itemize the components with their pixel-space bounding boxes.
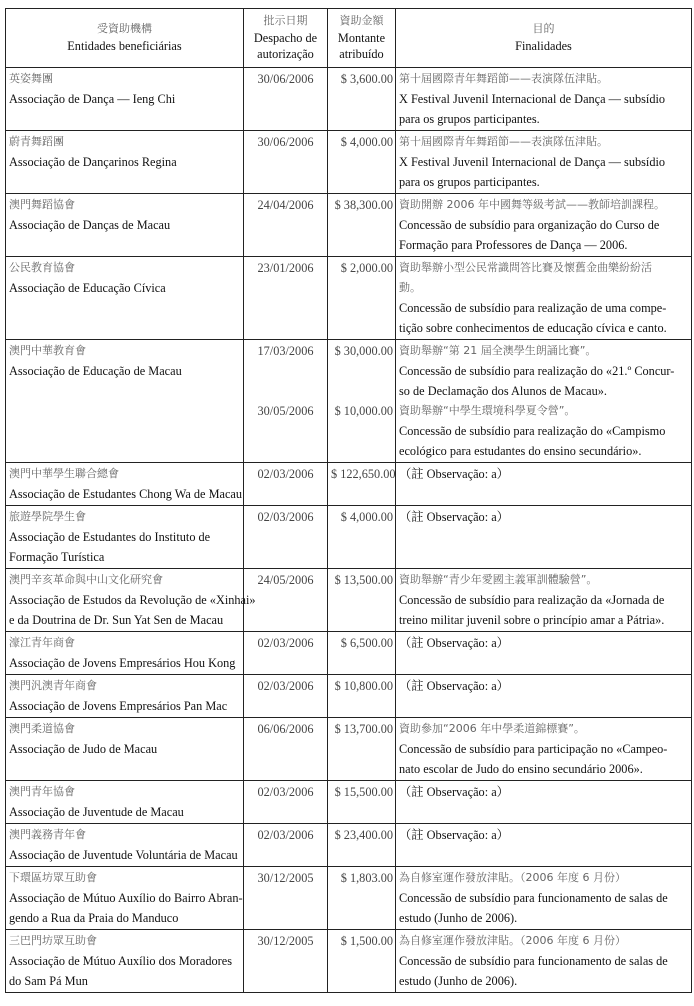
- entity-name-zh: 濠江青年商會: [9, 635, 75, 649]
- date-cell: [244, 717, 328, 780]
- date-cell: [244, 505, 328, 568]
- entity-cell: [6, 193, 244, 256]
- purpose-cell: [396, 674, 692, 717]
- entity-name-zh: 澳門中華教育會: [9, 343, 86, 357]
- header-purpose: [396, 9, 692, 68]
- entity-name-zh: 澳門柔道協會: [9, 721, 75, 735]
- table-row: [6, 929, 692, 992]
- header-amount-pt1: Montante: [337, 30, 386, 45]
- entity-name-pt: Associação de Danças de Macau: [9, 217, 171, 232]
- header-entities-zh: 受資助機構: [97, 22, 152, 36]
- amount-cell: [328, 193, 396, 256]
- purpose-line: 資助開辦 2006 年中國舞等級考試——教師培訓課程。: [399, 197, 665, 211]
- entity-name-pt: Associação de Dançarinos Regina: [9, 154, 177, 169]
- purpose-cell: [396, 929, 692, 992]
- purpose-line: （註 Observação: a）: [399, 635, 509, 650]
- header-date-pt1: Despacho de: [253, 30, 318, 45]
- purpose-line: 資助參加“2006 年中學柔道錦標賽”。: [399, 721, 585, 735]
- entity-name-pt: Associação de Educação Cívica: [9, 280, 166, 295]
- purpose-line: 為自修室運作發放津貼。（2006 年度 6 月份）: [399, 870, 626, 884]
- purpose-line: para os grupos participantes.: [399, 111, 540, 126]
- header-entities: [6, 9, 244, 68]
- date-cell: [244, 193, 328, 256]
- authorization-date: 02/03/2006: [257, 635, 314, 650]
- purpose-cell: [396, 339, 692, 462]
- authorization-date: 02/03/2006: [257, 678, 314, 693]
- purpose-line: estudo (Junho de 2006).: [399, 910, 518, 925]
- purpose-cell: [396, 130, 692, 193]
- purpose-cell: [396, 462, 692, 505]
- grant-amount: $ 30,000.00: [334, 343, 393, 358]
- purpose-cell: [396, 717, 692, 780]
- header-entities-pt: Entidades beneficiárias: [67, 38, 182, 53]
- purpose-line: Concessão de subsídio para realização do «21.º Concur-: [399, 363, 675, 378]
- entity-name-pt: Associação de Dança — Ieng Chi: [9, 91, 176, 106]
- entity-name-pt: Associação de Mútuo Auxílio do Bairro Abran-: [9, 890, 243, 905]
- date-cell: [244, 130, 328, 193]
- grant-amount: $ 38,300.00: [334, 197, 393, 212]
- authorization-date: 23/01/2006: [257, 260, 314, 275]
- amount-cell: [328, 256, 396, 339]
- purpose-line: Concessão de subsídio para realização da «Jornada de: [399, 592, 665, 607]
- header-date: [244, 9, 328, 68]
- grant-amount: $ 13,500.00: [334, 572, 393, 587]
- table-row: [6, 256, 692, 339]
- purpose-line: （註 Observação: a）: [399, 678, 509, 693]
- entity-name-zh: 澳門中華學生聯合總會: [9, 466, 119, 480]
- entity-name-pt: Associação de Judo de Macau: [9, 741, 158, 756]
- entity-cell: [6, 866, 244, 929]
- purpose-line: 為自修室運作發放津貼。（2006 年度 6 月份）: [399, 933, 626, 947]
- amount-cell: [328, 462, 396, 505]
- entity-name-zh: 旅遊學院學生會: [9, 509, 86, 523]
- purpose-line: 資助舉辦“中學生環境科學夏令營”。: [399, 403, 576, 417]
- purpose-line: tição sobre conhecimentos de educação cívica e canto.: [399, 320, 667, 335]
- entity-name-pt: Associação de Estudantes Chong Wa de Macau: [9, 486, 243, 501]
- table-row: [6, 67, 692, 130]
- entity-name-pt: Associação de Mútuo Auxílio dos Moradores: [9, 953, 233, 968]
- purpose-line: 第十屆國際青年舞蹈節——表演隊伍津貼。: [399, 71, 608, 85]
- date-cell: [244, 67, 328, 130]
- grant-amount: $ 4,000.00: [340, 134, 393, 149]
- header-amount-pt2: atribuído: [339, 47, 384, 61]
- purpose-line: 資助舉辦“青少年愛國主義軍訓體驗營”。: [399, 572, 598, 586]
- purpose-line: X Festival Juvenil Internacional de Dança — subsídio: [399, 91, 666, 106]
- grant-amount: $ 3,600.00: [340, 71, 393, 86]
- purpose-cell: [396, 780, 692, 823]
- authorization-date: 02/03/2006: [257, 509, 314, 524]
- date-cell: [244, 339, 328, 462]
- grant-amount: $ 13,700.00: [334, 721, 393, 736]
- authorization-date: 17/03/2006: [257, 343, 314, 358]
- grant-amount: $ 1,500.00: [340, 933, 393, 948]
- date-cell: [244, 631, 328, 674]
- grant-amount: $ 4,000.00: [340, 509, 393, 524]
- entity-cell: [6, 568, 256, 631]
- purpose-line: X Festival Juvenil Internacional de Dança — subsídio: [399, 154, 666, 169]
- purpose-line: so de Declamação dos Alunos de Macau».: [399, 383, 607, 398]
- table-body: [6, 67, 692, 992]
- purpose-line: （註 Observação: a）: [399, 466, 509, 481]
- table-row: [6, 462, 692, 505]
- amount-cell: [328, 130, 396, 193]
- grant-amount: $ 10,800.00: [334, 678, 393, 693]
- header-purpose-zh: 目的: [532, 22, 555, 36]
- date-cell: [244, 568, 328, 631]
- amount-cell: [328, 717, 396, 780]
- purpose-line: （註 Observação: a）: [399, 827, 509, 842]
- purpose-line: ecológico para estudantes do ensino secundário».: [399, 443, 642, 458]
- amount-cell: [328, 631, 396, 674]
- date-cell: [244, 256, 328, 339]
- authorization-date: 30/06/2006: [257, 134, 314, 149]
- entity-cell: [6, 929, 244, 992]
- purpose-line: 動。: [399, 280, 421, 294]
- entity-name-pt: do Sam Pá Mun: [9, 973, 88, 988]
- entity-cell: [6, 256, 244, 339]
- entity-name-pt: Associação de Educação de Macau: [9, 363, 182, 378]
- grant-amount: $ 1,803.00: [340, 870, 393, 885]
- date-cell: [244, 929, 328, 992]
- entity-cell: [6, 674, 244, 717]
- entity-name-zh: 澳門舞蹈協會: [9, 197, 75, 211]
- table-row: [6, 193, 692, 256]
- table-row: [6, 674, 692, 717]
- purpose-cell: [396, 67, 692, 130]
- authorization-date: 24/04/2006: [257, 197, 314, 212]
- grant-amount: $ 23,400.00: [334, 827, 393, 842]
- subsidy-table: [5, 8, 692, 993]
- entity-name-pt: Associação de Estudantes do Instituto de: [9, 529, 211, 544]
- purpose-line: （註 Observação: a）: [399, 509, 509, 524]
- entity-name-pt: Associação de Jovens Empresários Hou Kong: [9, 655, 236, 670]
- purpose-line: 資助舉辦小型公民常識問答比賽及懷舊金曲樂紛紛活: [399, 260, 652, 274]
- entity-name-zh: 英姿舞團: [9, 71, 53, 85]
- entity-cell: [6, 67, 244, 130]
- purpose-line: para os grupos participantes.: [399, 174, 540, 189]
- entity-cell: [6, 823, 244, 866]
- entity-name-pt: Associação de Juventude Voluntária de Macau: [9, 847, 238, 862]
- purpose-cell: [396, 193, 692, 256]
- header-date-pt2: autorização: [257, 47, 314, 61]
- table-row: [6, 780, 692, 823]
- entity-name-pt: Formação Turística: [9, 549, 105, 564]
- header-date-zh: 批示日期: [263, 14, 308, 27]
- table-row: [6, 568, 692, 631]
- entity-cell: [6, 462, 244, 505]
- authorization-date: 02/03/2006: [257, 784, 314, 799]
- entity-cell: [6, 130, 244, 193]
- date-cell: [244, 866, 328, 929]
- grant-amount: $ 10,000.00: [334, 403, 393, 418]
- purpose-cell: [396, 505, 692, 568]
- purpose-cell: [396, 256, 692, 339]
- entity-cell: [6, 505, 244, 568]
- purpose-cell: [396, 631, 692, 674]
- purpose-line: Concessão de subsídio para realização de uma compe-: [399, 300, 667, 315]
- purpose-line: Concessão de subsídio para funcionamento de salas de: [399, 953, 668, 968]
- authorization-date: 02/03/2006: [257, 827, 314, 842]
- purpose-line: （註 Observação: a）: [399, 784, 509, 799]
- amount-cell: [328, 67, 396, 130]
- entity-name-zh: 澳門汎澳青年商會: [9, 678, 97, 692]
- entity-name-pt: Associação de Estudos da Revolução de «Xinhai»: [9, 592, 256, 607]
- entity-cell: [6, 780, 244, 823]
- table-row: [6, 866, 692, 929]
- amount-cell: [328, 780, 396, 823]
- table-row: [6, 130, 692, 193]
- amount-cell: [328, 339, 396, 462]
- entity-name-zh: 澳門青年協會: [9, 784, 75, 798]
- date-cell: [244, 780, 328, 823]
- authorization-date: 30/12/2005: [257, 870, 314, 885]
- header-amount: [328, 9, 396, 68]
- amount-cell: [328, 568, 396, 631]
- authorization-date: 30/12/2005: [257, 933, 314, 948]
- purpose-line: estudo (Junho de 2006).: [399, 973, 518, 988]
- purpose-line: Concessão de subsídio para organização do Curso de: [399, 217, 660, 232]
- purpose-line: treino militar juvenil sobre o princípio amar a Pátria».: [399, 612, 665, 627]
- authorization-date: 02/03/2006: [257, 466, 314, 481]
- table-row: [6, 823, 692, 866]
- date-cell: [244, 823, 328, 866]
- entity-name-zh: 下環區坊眾互助會: [9, 870, 97, 884]
- entity-name-pt: Associação de Jovens Empresários Pan Mac: [9, 698, 228, 713]
- entity-name-zh: 澳門義務青年會: [9, 827, 86, 841]
- date-cell: [244, 674, 328, 717]
- purpose-cell: [396, 568, 692, 631]
- purpose-cell: [396, 866, 692, 929]
- entity-cell: [6, 717, 244, 780]
- authorization-date: 30/05/2006: [257, 403, 314, 418]
- purpose-line: nato escolar de Judo do ensino secundário 2006».: [399, 761, 643, 776]
- table-row: [6, 339, 692, 462]
- amount-cell: [328, 823, 396, 866]
- grant-amount: $ 122,650.00: [331, 466, 396, 481]
- entity-name-pt: gendo a Rua da Praia do Manduco: [9, 910, 179, 925]
- purpose-line: Concessão de subsídio para funcionamento de salas de: [399, 890, 668, 905]
- table-header-row: [6, 9, 692, 68]
- authorization-date: 30/06/2006: [257, 71, 314, 86]
- authorization-date: 06/06/2006: [257, 721, 314, 736]
- purpose-line: Concessão de subsídio para realização do «Campismo: [399, 423, 666, 438]
- purpose-line: Concessão de subsídio para participação no «Campeo-: [399, 741, 668, 756]
- amount-cell: [328, 674, 396, 717]
- entity-name-pt: Associação de Juventude de Macau: [9, 804, 184, 819]
- entity-cell: [6, 631, 244, 674]
- header-purpose-pt: Finalidades: [515, 38, 572, 53]
- table-row: [6, 631, 692, 674]
- entity-name-zh: 蔚青舞蹈團: [9, 134, 64, 148]
- amount-cell: [328, 866, 396, 929]
- purpose-cell: [396, 823, 692, 866]
- date-cell: [244, 462, 328, 505]
- purpose-line: Formação para Professores de Dança — 2006.: [399, 237, 628, 252]
- entity-name-pt: e da Doutrina de Dr. Sun Yat Sen de Macau: [9, 612, 224, 627]
- grant-amount: $ 2,000.00: [340, 260, 393, 275]
- entity-name-zh: 三巴門坊眾互助會: [9, 933, 97, 947]
- purpose-line: 第十屆國際青年舞蹈節——表演隊伍津貼。: [399, 134, 608, 148]
- authorization-date: 24/05/2006: [257, 572, 314, 587]
- grant-amount: $ 15,500.00: [334, 784, 393, 799]
- grant-amount: $ 6,500.00: [340, 635, 393, 650]
- amount-cell: [328, 505, 396, 568]
- purpose-line: 資助舉辦“第 21 屆全澳學生朗誦比賽”。: [399, 343, 597, 357]
- amount-cell: [328, 929, 396, 992]
- entity-name-zh: 澳門辛亥革命與中山文化研究會: [9, 572, 163, 586]
- header-amount-zh: 資助金額: [339, 14, 384, 27]
- table-row: [6, 505, 692, 568]
- table-row: [6, 717, 692, 780]
- entity-name-zh: 公民教育協會: [9, 260, 75, 274]
- entity-cell: [6, 339, 244, 462]
